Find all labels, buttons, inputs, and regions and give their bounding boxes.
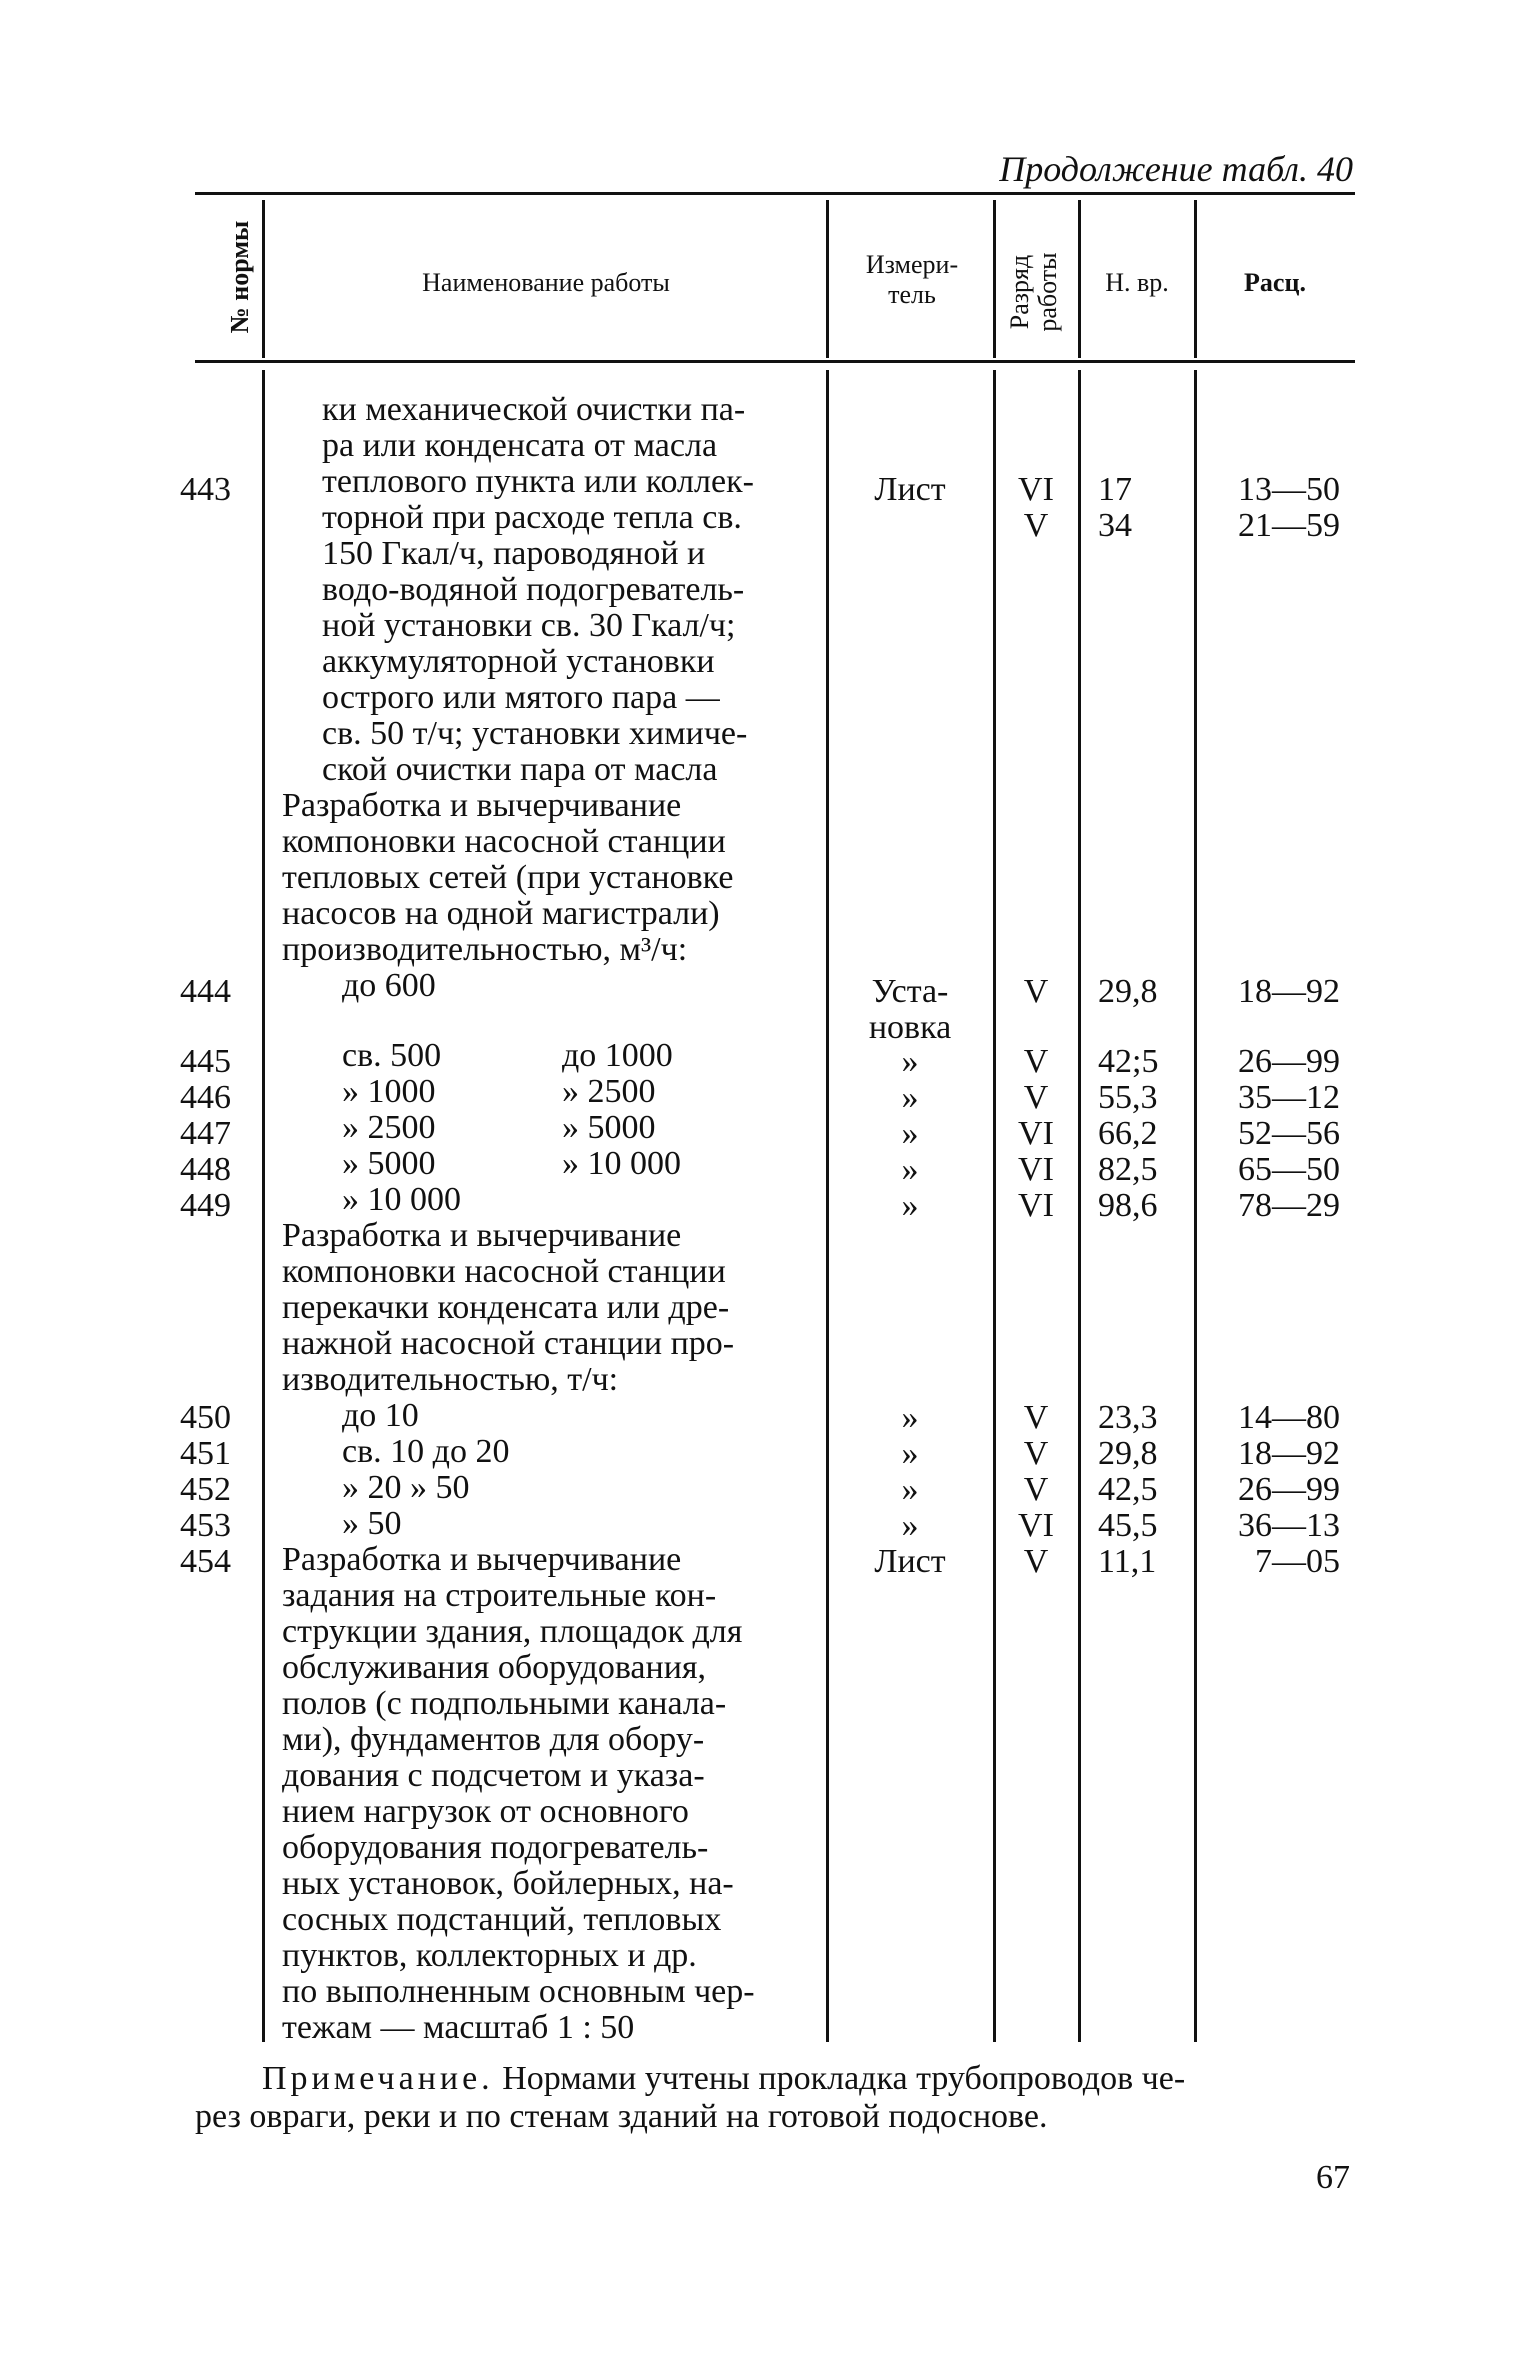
time-cell: 98,6 — [1098, 1187, 1158, 1224]
text-line: острого или мятого пара — — [322, 679, 720, 716]
rate-cell: 13—50 — [1238, 471, 1340, 508]
unit-cell: новка — [868, 1009, 952, 1046]
header-bottom-rule — [195, 360, 1355, 363]
rate-cell: 18—92 — [1238, 1435, 1340, 1472]
norm-number: 447 — [180, 1115, 231, 1152]
text-line: перекачки конденсата или дре- — [282, 1289, 730, 1326]
grade-cell: V — [1023, 507, 1049, 544]
text-line: компоновки насосной станции — [282, 1253, 726, 1290]
time-cell: 29,8 — [1098, 1435, 1158, 1472]
rate-cell: 65—50 — [1238, 1151, 1340, 1188]
rate-cell: 26—99 — [1238, 1471, 1340, 1508]
header-divider — [1078, 200, 1081, 358]
text-line: теплового пункта или коллек- — [322, 463, 754, 500]
grade-cell: VI — [1018, 1151, 1054, 1188]
grade-cell: VI — [1018, 471, 1054, 508]
text-line: насосов на одной магистрали) — [282, 895, 720, 932]
norm-number: 450 — [180, 1399, 231, 1436]
range-to: до 1000 — [562, 1037, 673, 1074]
text-line: компоновки насосной станции — [282, 823, 726, 860]
header-time: Н. вр. — [1105, 268, 1169, 297]
text-line: нажной насосной станции про- — [282, 1325, 735, 1362]
text-line: ки механической очистки па- — [322, 391, 746, 428]
norm-number: 452 — [180, 1471, 231, 1508]
grade-cell: V — [1023, 1043, 1049, 1080]
text-line: Разработка и вычерчивание — [282, 1217, 682, 1254]
text-line: св. 10 до 20 — [342, 1433, 510, 1470]
unit-cell: » — [901, 1187, 919, 1224]
table-top-rule — [195, 192, 1355, 195]
header-unit: Измери- тель — [865, 250, 959, 309]
text-line: Разработка и вычерчивание — [282, 1541, 682, 1578]
norm-number: 454 — [180, 1543, 231, 1580]
norm-number: 444 — [180, 973, 231, 1010]
rate-cell: 26—99 — [1238, 1043, 1340, 1080]
norm-number: 446 — [180, 1079, 231, 1116]
header-divider — [826, 200, 829, 358]
grade-cell: VI — [1018, 1187, 1054, 1224]
header-rate: Расц. — [1244, 268, 1306, 297]
rate-cell: 7—05 — [1255, 1543, 1340, 1580]
time-cell: 66,2 — [1098, 1115, 1158, 1152]
unit-cell: » — [901, 1435, 919, 1472]
header-num: № нормы — [225, 220, 254, 334]
unit-cell: » — [901, 1399, 919, 1436]
grade-cell: V — [1023, 1399, 1049, 1436]
text-line: по выполненным основным чер- — [282, 1973, 755, 2010]
range-from: » 2500 — [342, 1109, 436, 1146]
time-cell: 23,3 — [1098, 1399, 1158, 1436]
norm-number: 445 — [180, 1043, 231, 1080]
text-line — [282, 1038, 808, 1074]
unit-cell: Лист — [874, 1543, 946, 1580]
work-description — [282, 392, 808, 2046]
norm-number: 448 — [180, 1151, 231, 1188]
text-line: струкции здания, площадок для — [282, 1613, 743, 1650]
header-grade: Разряд работы — [1005, 252, 1062, 332]
range-from: » 1000 — [342, 1073, 436, 1110]
grade-cell: VI — [1018, 1115, 1054, 1152]
text-line: изводительностью, т/ч: — [282, 1361, 619, 1398]
text-line — [282, 1110, 808, 1146]
column-divider — [826, 370, 829, 2042]
text-line: ной установки св. 30 Гкал/ч; — [322, 607, 736, 644]
text-line: до 600 — [342, 967, 436, 1004]
text-line: Разработка и вычерчивание — [282, 787, 682, 824]
range-to: » 5000 — [562, 1109, 656, 1146]
grade-cell: V — [1023, 1435, 1049, 1472]
range-to: » 2500 — [562, 1073, 656, 1110]
text-line — [282, 1074, 808, 1110]
note-text: Нормами учтены прокладка трубопроводов че- — [502, 2060, 1186, 2097]
rate-cell: 52—56 — [1238, 1115, 1340, 1152]
note-line-2: рез овраги, реки и по стенам зданий на готовой подоснове. — [195, 2098, 1048, 2135]
time-cell: 82,5 — [1098, 1151, 1158, 1188]
time-cell: 42;5 — [1098, 1043, 1159, 1080]
text-line: ных установок, бойлерных, на- — [282, 1865, 734, 1902]
text-line: нием нагрузок от основного — [282, 1793, 689, 1830]
unit-cell: » — [901, 1507, 919, 1544]
text-line: св. 50 т/ч; установки химиче- — [322, 715, 748, 752]
range-from: св. 500 — [342, 1037, 442, 1074]
unit-cell: » — [901, 1115, 919, 1152]
text-line: до 10 — [342, 1397, 419, 1434]
rate-cell: 78—29 — [1238, 1187, 1340, 1224]
time-cell: 11,1 — [1098, 1543, 1157, 1580]
norm-number: 451 — [180, 1435, 231, 1472]
grade-cell: VI — [1018, 1507, 1054, 1544]
text-line: производительностью, м³/ч: — [282, 931, 688, 968]
time-cell: 29,8 — [1098, 973, 1158, 1010]
unit-cell: » — [901, 1079, 919, 1116]
text-line: дования с подсчетом и указа- — [282, 1757, 705, 1794]
time-cell: 17 — [1098, 471, 1132, 508]
text-line: пунктов, коллекторных и др. — [282, 1937, 697, 1974]
text-line: полов (с подпольными канала- — [282, 1685, 727, 1722]
text-line: водо-водяной подогреватель- — [322, 571, 745, 608]
header-name: Наименование работы — [422, 268, 670, 297]
text-line: аккумуляторной установки — [322, 643, 715, 680]
range-from: » 5000 — [342, 1145, 436, 1182]
rate-cell: 35—12 — [1238, 1079, 1340, 1116]
column-divider — [993, 370, 996, 2042]
text-line: ми), фундаментов для обору- — [282, 1721, 705, 1758]
norm-number: 449 — [180, 1187, 231, 1224]
time-cell: 42,5 — [1098, 1471, 1158, 1508]
range-to: » 10 000 — [562, 1145, 681, 1182]
unit-cell: Уста- — [871, 973, 949, 1010]
grade-cell: V — [1023, 1543, 1049, 1580]
text-line: 150 Гкал/ч, пароводяной и — [322, 535, 706, 572]
grade-cell: V — [1023, 1079, 1049, 1116]
norm-number: 443 — [180, 471, 231, 508]
page-number: 67 — [1316, 2159, 1350, 2196]
text-line: ской очистки пара от масла — [322, 751, 718, 788]
unit-cell: Лист — [874, 471, 946, 508]
unit-cell: » — [901, 1471, 919, 1508]
rate-cell: 21—59 — [1238, 507, 1340, 544]
note-label: Примечание. — [262, 2060, 494, 2097]
grade-cell: V — [1023, 973, 1049, 1010]
text-line: » 50 — [342, 1505, 402, 1542]
text-line: задания на строительные кон- — [282, 1577, 717, 1614]
rate-cell: 36—13 — [1238, 1507, 1340, 1544]
column-divider — [1194, 370, 1197, 2042]
unit-cell: » — [901, 1043, 919, 1080]
text-line: тежам — масштаб 1 : 50 — [282, 2009, 635, 2046]
text-line: сосных подстанций, тепловых — [282, 1901, 722, 1938]
header-divider — [1194, 200, 1197, 358]
text-line: » 10 000 — [342, 1181, 461, 1218]
note-line-1 — [262, 2060, 1185, 2098]
time-cell: 34 — [1098, 507, 1132, 544]
grade-cell: V — [1023, 1471, 1049, 1508]
norm-number: 453 — [180, 1507, 231, 1544]
text-line: ра или конденсата от масла — [322, 427, 718, 464]
time-cell: 45,5 — [1098, 1507, 1158, 1544]
column-divider — [1078, 370, 1081, 2042]
header-divider — [262, 200, 265, 358]
text-line: » 20 » 50 — [342, 1469, 470, 1506]
text-line: обслуживания оборудования, — [282, 1649, 707, 1686]
text-line: торной при расходе тепла св. — [322, 499, 742, 536]
text-line — [282, 1146, 808, 1182]
unit-cell: » — [901, 1151, 919, 1188]
rate-cell: 18—92 — [1238, 973, 1340, 1010]
rate-cell: 14—80 — [1238, 1399, 1340, 1436]
time-cell: 55,3 — [1098, 1079, 1158, 1116]
table-caption: Продолжение табл. 40 — [999, 149, 1353, 189]
text-line: оборудования подогреватель- — [282, 1829, 709, 1866]
text-line: тепловых сетей (при установке — [282, 859, 734, 896]
header-divider — [993, 200, 996, 358]
column-divider — [262, 370, 265, 2042]
